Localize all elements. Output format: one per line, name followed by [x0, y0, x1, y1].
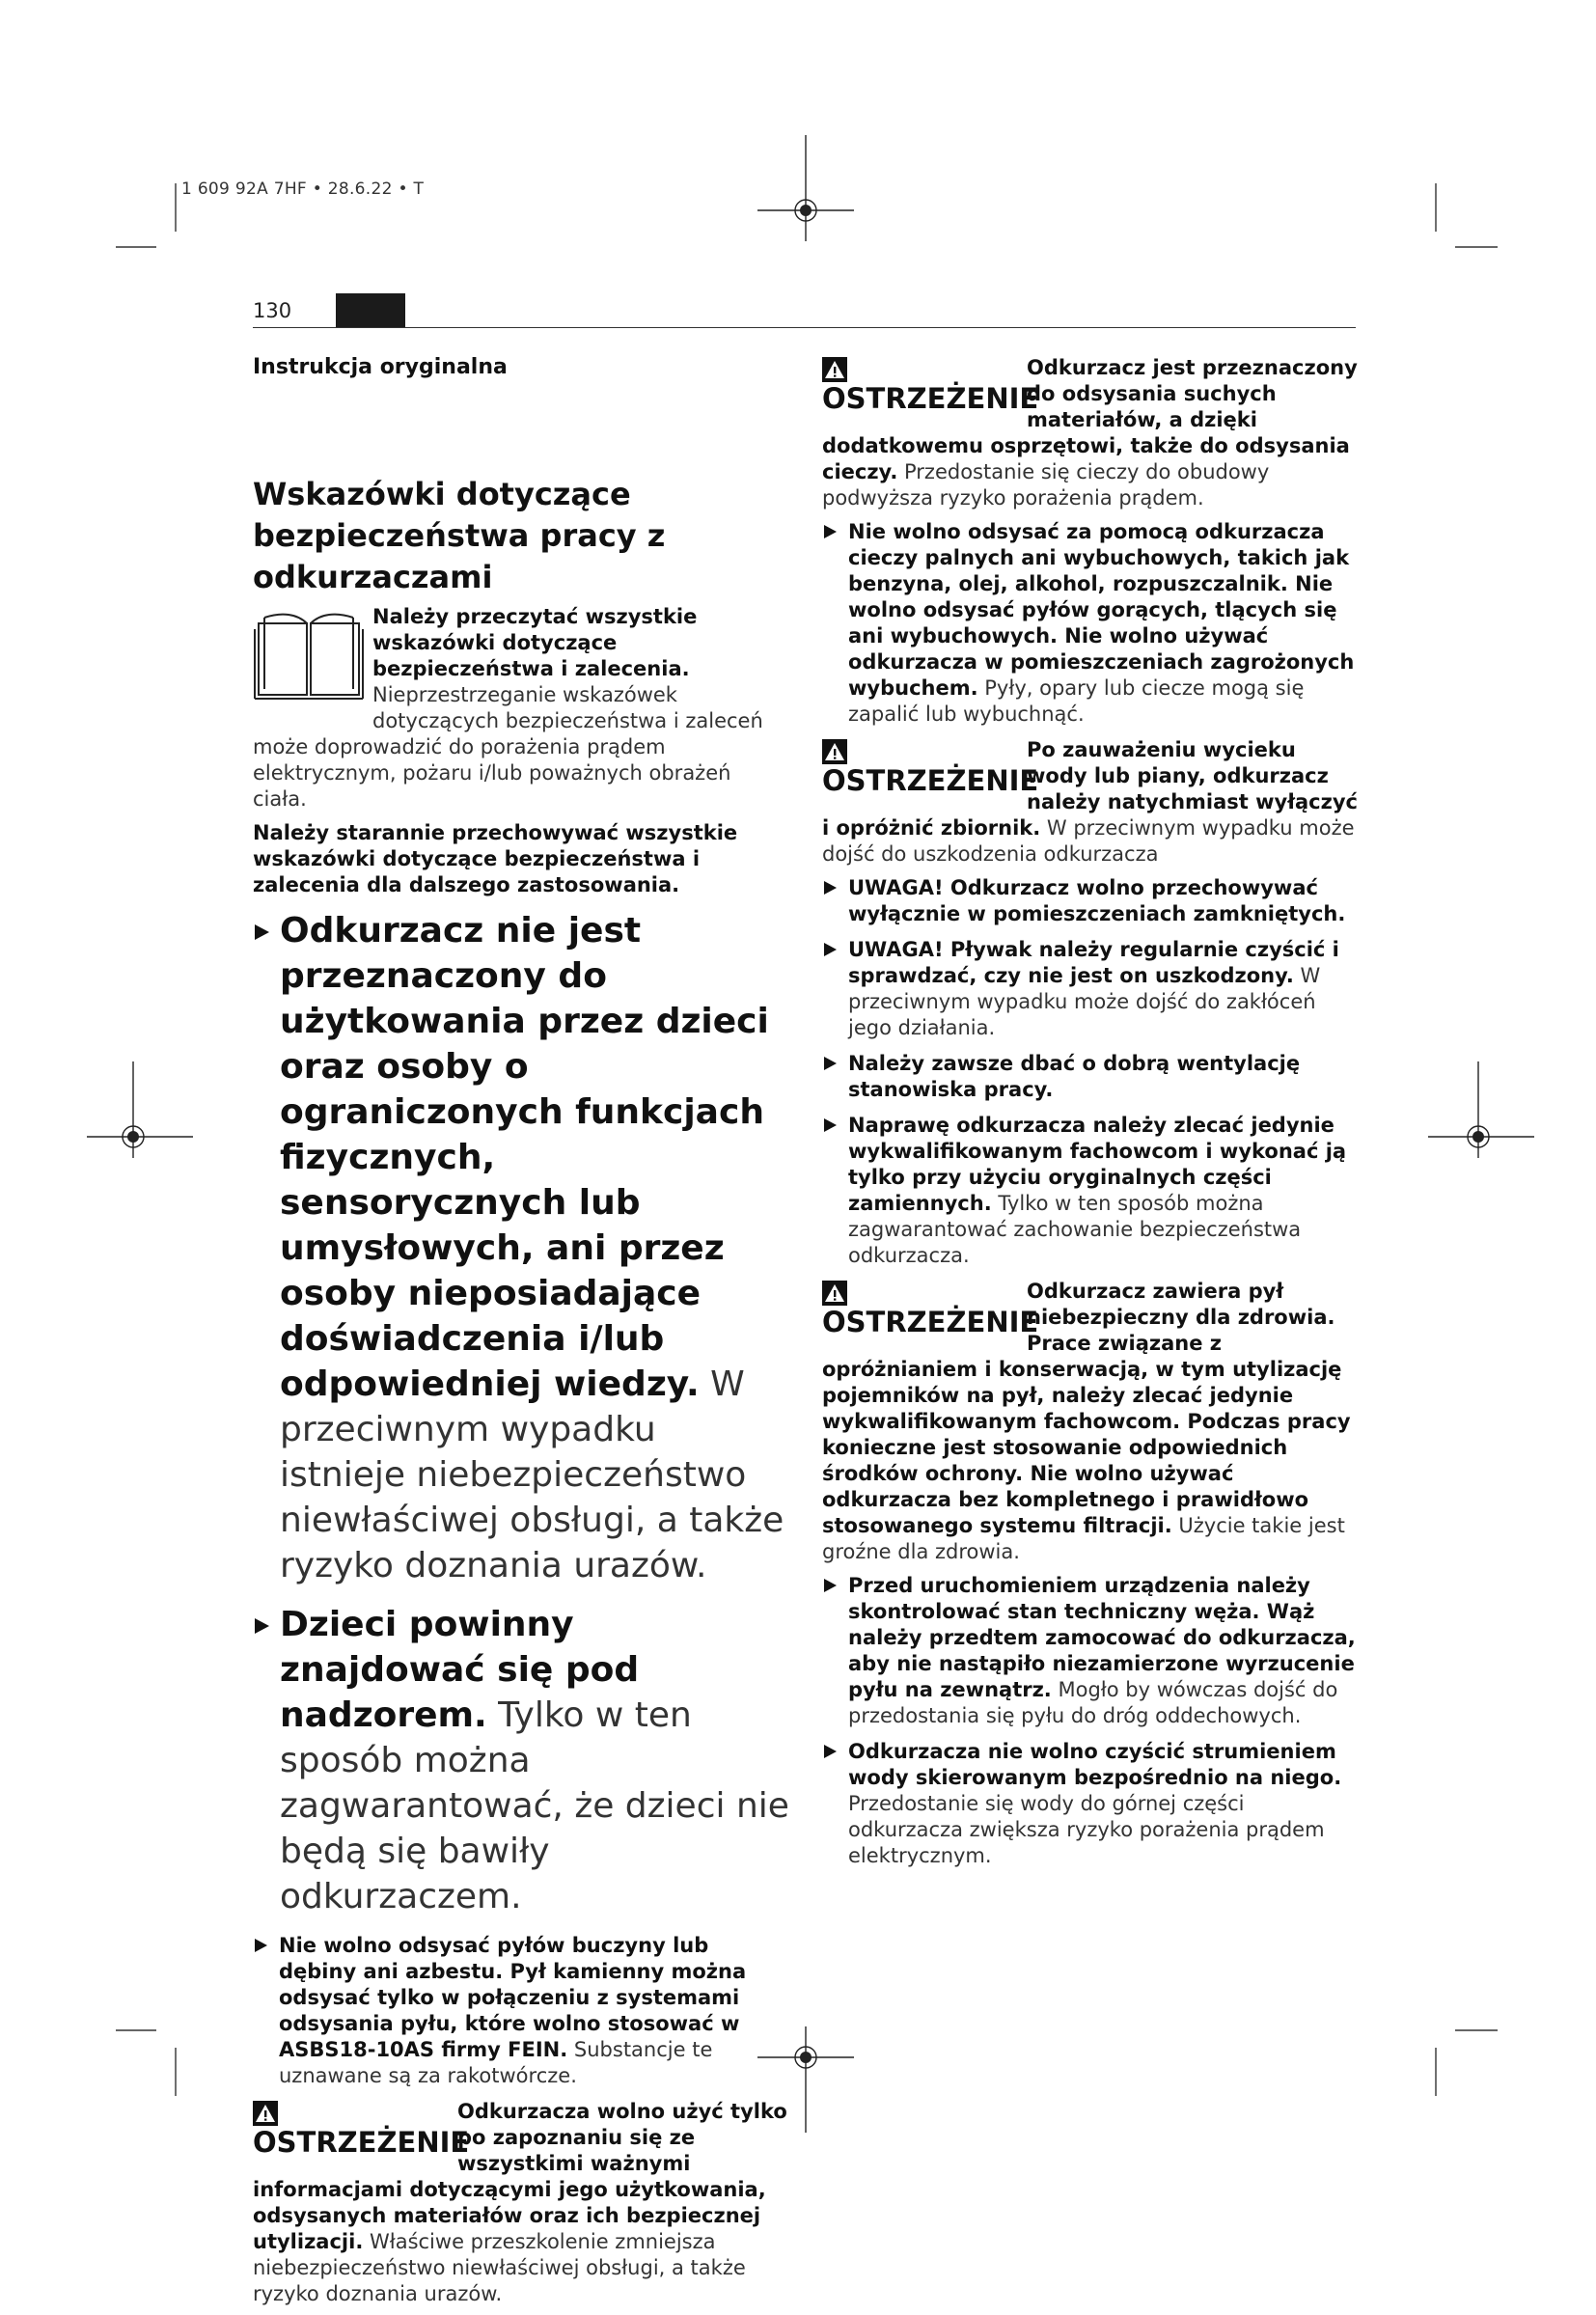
warning-label: OSTRZEŻENIE	[822, 1279, 1027, 1337]
warning-text: Właściwe przeszkolenie zmniejsza niebezpieczeństwo niewłaściwej obsługi, a także ryzyko doznania urazów.	[253, 2230, 746, 2305]
bullet-bold-text: Nie wolno odsysać pyłów buczyny lub dębiny ani azbestu. Pył kamienny można odsysać tylko w połączeniu z systemami odsysania pyłu, które wolno stosować w ASBS18-10AS firmy FEIN.	[279, 1934, 747, 2061]
bullet-item	[822, 875, 1358, 927]
bullet-bold-text: Naprawę odkurzacza należy zlecać jedynie wykwalifikowanym fachowcom i wykonać ją tylko przy użyciu oryginalnych części zamiennych.	[848, 1114, 1347, 1215]
bullet-bold-text: Nie wolno odsysać za pomocą odkurzacza cieczy palnych ani wybuchowych, takich jak benzyna, olej, alkohol, rozpuszczalnik. Nie wolno odsysać pyłów gorących, tlących się ani wybuchowych. Nie wolno używać odkurzacza w pomieszczeniach zagrożonych wybuchem.	[848, 520, 1355, 700]
warning-text: Użycie takie jest groźne dla zdrowia.	[822, 1514, 1345, 1563]
bullet-bold-text: Dzieci powinny znajdować się pod nadzorem.	[280, 1605, 640, 1735]
bullet-triangle-icon	[824, 943, 837, 956]
section-title: Wskazówki dotyczące bezpieczeństwa pracy z odkurzaczami	[253, 476, 666, 595]
bullet-text: W przeciwnym wypadku istnieje niebezpieczeństwo niewłaściwej obsługi, a także ryzyko doznania urazów.	[280, 1364, 784, 1585]
intro-bold-text: Należy przeczytać wszystkie wskazówki dotyczące bezpieczeństwa i zalecenia.	[372, 605, 698, 680]
warning-text: Przedostanie się cieczy do obudowy podwyższa ryzyko porażenia prądem.	[822, 460, 1270, 510]
bullet-triangle-icon	[255, 1939, 267, 1952]
document-origin-label: Instrukcja oryginalna	[253, 355, 508, 379]
bullet-bold-text: Odkurzacza nie wolno czyścić strumieniem wody skierowanym bezpośrednio na niego.	[848, 1740, 1342, 1789]
bullet-item	[822, 937, 1358, 1041]
bullet-item	[253, 1933, 789, 2089]
warning-triangle-icon	[822, 357, 847, 382]
bullet-bold-text: Odkurzacz nie jest przeznaczony do użytkowania przez dzieci oraz osoby o ograniczonych funkcjach fizycznych, sensorycznych lub umysłowych, ani przez osoby nieposiadające doświadczenia i/lub odpowiedniej wiedzy.	[280, 911, 769, 1404]
bullet-text: Tylko w ten sposób można zagwarantować, że dzieci nie będą się bawiły odkurzaczem.	[280, 1695, 789, 1916]
bullet-bold-text: Należy zawsze dbać o dobrą wentylację stanowiska pracy.	[848, 1052, 1301, 1101]
warning-label: OSTRZEŻENIE	[253, 2099, 457, 2157]
bullet-bold-text: Przed uruchomieniem urządzenia należy skontrolować stan techniczny węża. Wąż należy przedtem zamocować do odkurzacza, aby nie nastąpiło niezamierzone wyrzucenie pyłu na zewnątrz.	[848, 1574, 1356, 1701]
bullet-item	[822, 1739, 1358, 1869]
warning-label: OSTRZEŻENIE	[822, 355, 1027, 413]
bullet-triangle-icon	[824, 1118, 837, 1132]
bullet-item	[253, 908, 789, 1588]
intro-text: Nieprzestrzeganie wskazówek dotyczących bezpieczeństwa i zaleceń może doprowadzić do porażenia prądem elektrycznym, pożaru i/lub poważnych obrażeń ciała.	[253, 683, 763, 811]
warning-block	[822, 355, 1358, 511]
warning-triangle-icon	[253, 2101, 278, 2126]
warning-triangle-icon	[822, 1281, 847, 1306]
bullet-triangle-icon	[255, 924, 269, 940]
warning-bold-text: Odkurzacz jest przeznaczony do odsysania suchych materiałów, a dzięki dodatkowemu osprzętowi, także do odsysania cieczy.	[822, 356, 1358, 483]
warning-block	[822, 1279, 1358, 1565]
bullet-item	[822, 519, 1358, 728]
bullet-text: Przedostanie się wody do górnej części odkurzacza zwiększa ryzyko porażenia prądem elektrycznym.	[848, 1792, 1325, 1867]
registration-mark-right	[1428, 1061, 1534, 1158]
bullet-triangle-icon	[824, 1745, 837, 1758]
warning-bold-text: Po zauważeniu wycieku wody lub piany, odkurzacz należy natychmiast wyłączyć i opróżnić zbiornik.	[822, 738, 1358, 840]
bullet-text: Tylko w ten sposób można zagwarantować zachowanie bezpieczeństwa odkurzacza.	[848, 1192, 1302, 1267]
page-tab-marker	[336, 293, 405, 328]
bullet-item	[822, 1573, 1358, 1729]
bullet-item	[822, 1051, 1358, 1103]
registration-mark-left	[87, 1061, 193, 1158]
keep-note-text: Należy starannie przechowywać wszystkie wskazówki dotyczące bezpieczeństwa i zalecenia dla dalszego zastosowania.	[253, 821, 738, 896]
registration-mark-top	[757, 135, 854, 241]
bullet-triangle-icon	[255, 1618, 269, 1634]
header-rule	[253, 327, 1356, 328]
read-manual-icon	[253, 606, 372, 714]
bullet-item	[822, 1113, 1358, 1269]
bullet-item	[253, 1602, 789, 1919]
bullet-bold-text: UWAGA! Pływak należy regularnie czyścić i sprawdzać, czy nie jest on uszkodzony.	[848, 938, 1339, 987]
warning-bold-text: Odkurzacza wolno użyć tylko po zapoznaniu się ze wszystkimi ważnymi informacjami dotyczącymi jego użytkowania, odsysanych materiałów oraz ich bezpiecznej utylizacji.	[253, 2100, 787, 2253]
page-number: 130	[253, 299, 292, 322]
bullet-triangle-icon	[824, 1579, 837, 1592]
bullet-triangle-icon	[824, 881, 837, 895]
bullet-bold-text: UWAGA! Odkurzacz wolno przechowywać wyłącznie w pomieszczeniach zamkniętych.	[848, 876, 1346, 925]
warning-bold-text: Odkurzacz zawiera pył niebezpieczny dla zdrowia. Prace związane z opróżnianiem i konserwacją, w tym utylizację pojemników na pył, należy zlecać jedynie wykwalifikowanym fachowcom. Podczas pracy konieczne jest stosowanie odpowiednich środków ochrony. Nie wolno używać odkurzacza bez kompletnego i prawidłowo stosowanego systemu filtracji.	[822, 1280, 1351, 1537]
left-column	[253, 355, 789, 2315]
bullet-text: W przeciwnym wypadku może dojść do zakłóceń jego działania.	[848, 964, 1321, 1039]
bullet-text: Substancje te uznawane są za rakotwórcze.	[279, 2038, 713, 2087]
intro-paragraph	[253, 604, 789, 813]
warning-block	[253, 2099, 789, 2307]
warning-triangle-icon	[822, 739, 847, 764]
bullet-text: Pyły, opary lub ciecze mogą się zapalić lub wybuchnąć.	[848, 676, 1305, 726]
right-column	[822, 355, 1358, 1879]
warning-text: W przeciwnym wypadku może dojść do uszkodzenia odkurzacza	[822, 816, 1355, 866]
warning-block	[822, 737, 1358, 868]
keep-instructions-note	[253, 820, 789, 898]
print-job-line: 1 609 92A 7HF • 28.6.22 • T	[181, 179, 425, 199]
bullet-triangle-icon	[824, 525, 837, 538]
bullet-text: Mogło by wówczas dojść do przedostania się pyłu do dróg oddechowych.	[848, 1678, 1338, 1727]
warning-label: OSTRZEŻENIE	[822, 737, 1027, 795]
bullet-triangle-icon	[824, 1057, 837, 1070]
